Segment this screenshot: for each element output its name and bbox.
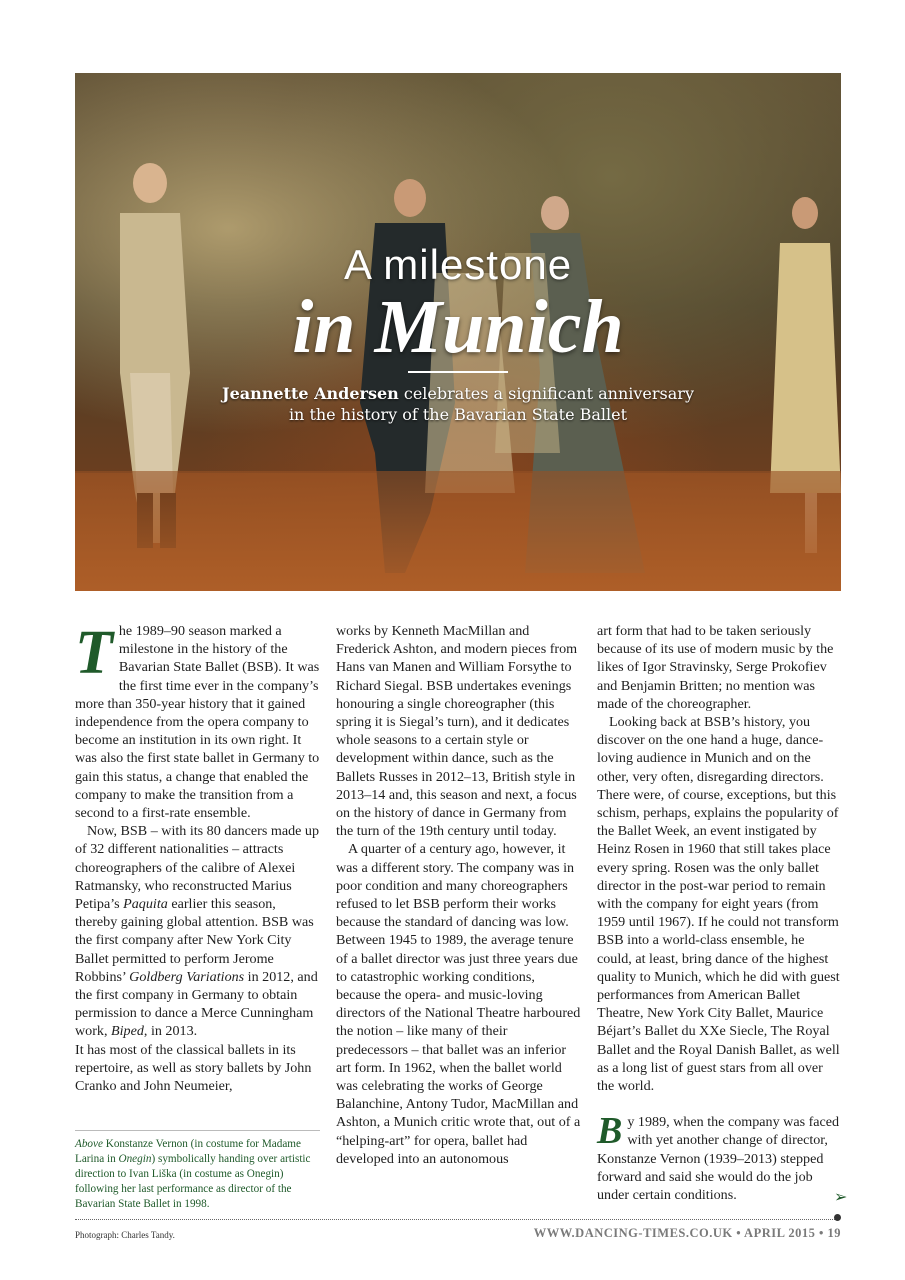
paragraph: A quarter of a century ago, however, it was a different story. The company was in poor condition and many choreographers refused to let BSB perform their works because the standard of dancing was low. Between 1945 to 1989, the average tenure of a ballet director was just three years due to catastrophic working conditions, because the opera- and music-loving directors of the National Theatre harboured the notion – like many of their predecessors – that ballet was an inferior art form. In 1962, when the ballet world was celebrating the works of George Balanchine, Antony Tudor, MacMillan and Ashton, a Munich critic wrote that, out of a “helping-art” for opera, ballet had developed into an autonomous [336,841,581,1167]
standfirst-text-line2: in the history of the Bavarian State Ballet [288,405,628,424]
paragraph [597,1110,840,1204]
stage-floor [75,471,841,591]
paragraph: art form that had to be taken seriously because of its use of modern music by the likes of Igor Stravinsky, Serge Prokofiev and Benjamin Britten; no mention was made of the choreographer. [597,623,834,712]
photo-caption [75,1130,320,1212]
work-title: Paquita [123,896,168,913]
drop-cap: T [75,619,113,687]
standfirst [75,383,841,425]
paragraph-text: earlier this season, thereby gaining global attention. BSB was the first company after New York City Ballet permitted to perform Jerome Robbins’ [75,896,314,985]
headline-block [75,243,841,425]
footer-dot [834,1214,841,1221]
headline-line1: A milestone [343,241,573,288]
headline-line2: in Munich [292,285,624,369]
paragraph-text: y 1989, when the company was faced with yet another change of director, Konstanze Vernon (1939–2013) stepped forward and said she would do the job under certain conditions. [597,1114,840,1204]
standfirst-text: celebrates a significant anniversary [398,384,694,403]
author-name: Jeannette Andersen [222,384,399,403]
caption-text: ) symbolically handing over artistic direction to Ivan Liška (in costume as Onegin) following her last performance as director of the Bavarian State Ballet in 1998. [75,1153,311,1210]
footer-divider [75,1219,839,1220]
headline-rule [408,371,508,373]
work-title: Biped [111,1023,144,1040]
caption-text: Konstanze Vernon (in costume for Madame Larina in [75,1138,301,1165]
paragraph [75,822,320,1040]
caption-lead: Above [75,1138,103,1150]
page-folio: WWW.DANCING-TIMES.CO.UK • APRIL 2015 • 19 [533,1226,841,1240]
photo-credit: Photograph: Charles Tandy. [75,1230,175,1240]
paragraph: It has most of the classical ballets in its repertoire, as well as story ballets by John Cranko and John Neumeier, [75,1041,312,1095]
paragraph-text: in 2012, and the first company in Germany to obtain permission to dance a Merce Cunningham work, [75,968,318,1040]
work-title: Goldberg Variations [129,968,245,985]
paragraph: Looking back at BSB’s history, you discover on the one hand a huge, dance-loving audience in Munich and on the other, very often, disregarding directors. There were, of course, exceptions, but this schism, perhaps, explains the popularity of the Ballet Week, an event instigated by Heinz Rosen in 1960 that still takes place every spring. Rosen was the only ballet director in the post-war period to remain with the company for eight years (from 1959 until 1967). If he could not transform BSB into a world-class ensemble, he could, at least, bring dance of the highest quality to Munich, which he did with guest performances from American Ballet Theatre, New York City Ballet, Maurice Béjart’s Ballet du XXe Siecle, The Royal Ballet and the Royal Danish Ballet, as well as a long list of guest stars from all over the world. [597,714,840,1095]
article-column-2 [336,622,582,1168]
hero-photo [75,73,841,591]
caption-title: Onegin [118,1153,152,1165]
paragraph-text: Now, BSB – with its 80 dancers made up of 32 different nationalities – attracts choreographers of the calibre of Alexei Ratmansky, who reconstructed Marius Petipa’s [75,823,320,913]
drop-cap: B [597,1110,623,1153]
article-column-3 [597,622,840,1204]
paragraph-text: , in 2013. [143,1023,198,1040]
paragraph-text: he 1989–90 season marked a milestone in the history of the Bavarian State Ballet (BSB). It was the first time ever in the company’s more than 350-year history that it gained independence from the opera company to become an institution in its own right. It was also the first state ballet in Germany to gain this status, a change that enabled the company to make the transition from a second to a first-rate ensemble. [75,623,320,822]
article-column-1 [75,619,320,1095]
paragraph: works by Kenneth MacMillan and Frederick Ashton, and modern pieces from Hans van Manen and William Forsythe to Richard Siegal. BSB undertakes evenings honouring a single choreographer (this spring it is Siegal’s turn), and it dedicates whole seasons to a certain style or development within dance, such as the Ballets Russes in 2012–13, British style in 2013–14 and, this season and next, a focus on the history of dance in Germany from the turn of the 19th century until today. [336,623,578,840]
continue-arrow-icon: ➢ [834,1187,848,1206]
paragraph [75,619,320,822]
